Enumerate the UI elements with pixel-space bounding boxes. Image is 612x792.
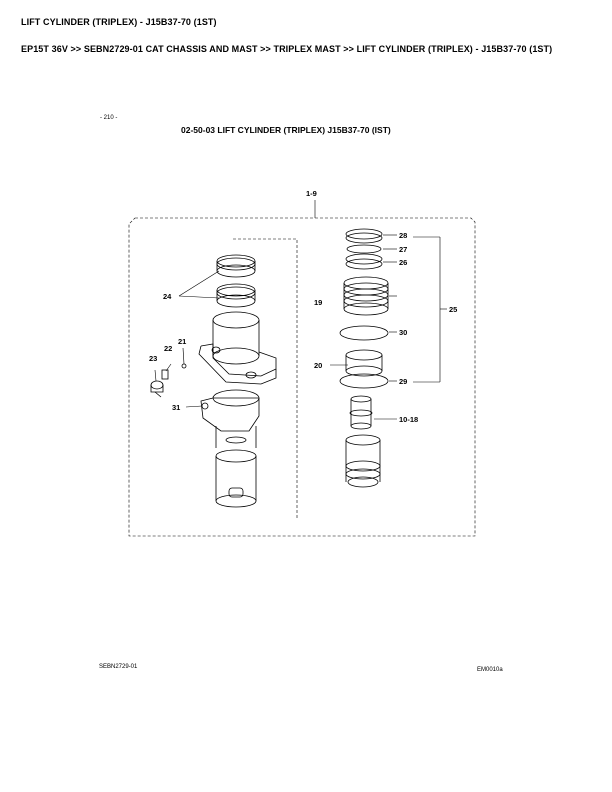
page-title: LIFT CYLINDER (TRIPLEX) - J15B37-70 (1ST) — [21, 17, 217, 27]
callout-22: 22 — [164, 344, 173, 353]
section-title: 02-50-03 LIFT CYLINDER (TRIPLEX) J15B37-70 (IST) — [181, 125, 391, 135]
callout-29: 29 — [399, 377, 408, 386]
o-ring-30 — [340, 326, 388, 340]
figure-code: EM0010a — [477, 667, 503, 673]
callout-25: 25 — [449, 305, 458, 314]
wiper-rings-24 — [217, 255, 255, 307]
exploded-view-diagram — [51, 86, 563, 686]
rings-28-27-26 — [346, 229, 382, 269]
callout-27: 27 — [399, 245, 408, 254]
callout-20: 20 — [314, 361, 323, 370]
gland-19 — [344, 277, 388, 315]
callout-23: 23 — [149, 354, 158, 363]
callout-31: 31 — [172, 403, 181, 412]
document-code: SEBN2729-01 — [99, 664, 138, 670]
callout-19: 19 — [314, 298, 323, 307]
piston-20 — [346, 350, 382, 376]
cylinder-head-block — [199, 312, 276, 384]
assembly-boundary — [129, 218, 475, 536]
callout-21: 21 — [178, 337, 187, 346]
callout-26: 26 — [399, 258, 408, 267]
callout-30: 30 — [399, 328, 408, 337]
plunger-10-18 — [346, 396, 380, 487]
parts-diagram-page — [51, 86, 563, 792]
lower-cylinder-body — [201, 390, 259, 507]
callout-10-18: 10-18 — [399, 415, 419, 424]
callout-24: 24 — [163, 292, 172, 301]
breadcrumb: EP15T 36V >> SEBN2729-01 CAT CHASSIS AND MAST >> TRIPLEX MAST >> LIFT CYLINDER (TRIPLEX) - J15B37-70 (1ST) — [21, 44, 553, 54]
page-number: - 210 - — [100, 115, 118, 121]
callout-28: 28 — [399, 231, 408, 240]
callout-1-9: 1-9 — [306, 189, 317, 198]
